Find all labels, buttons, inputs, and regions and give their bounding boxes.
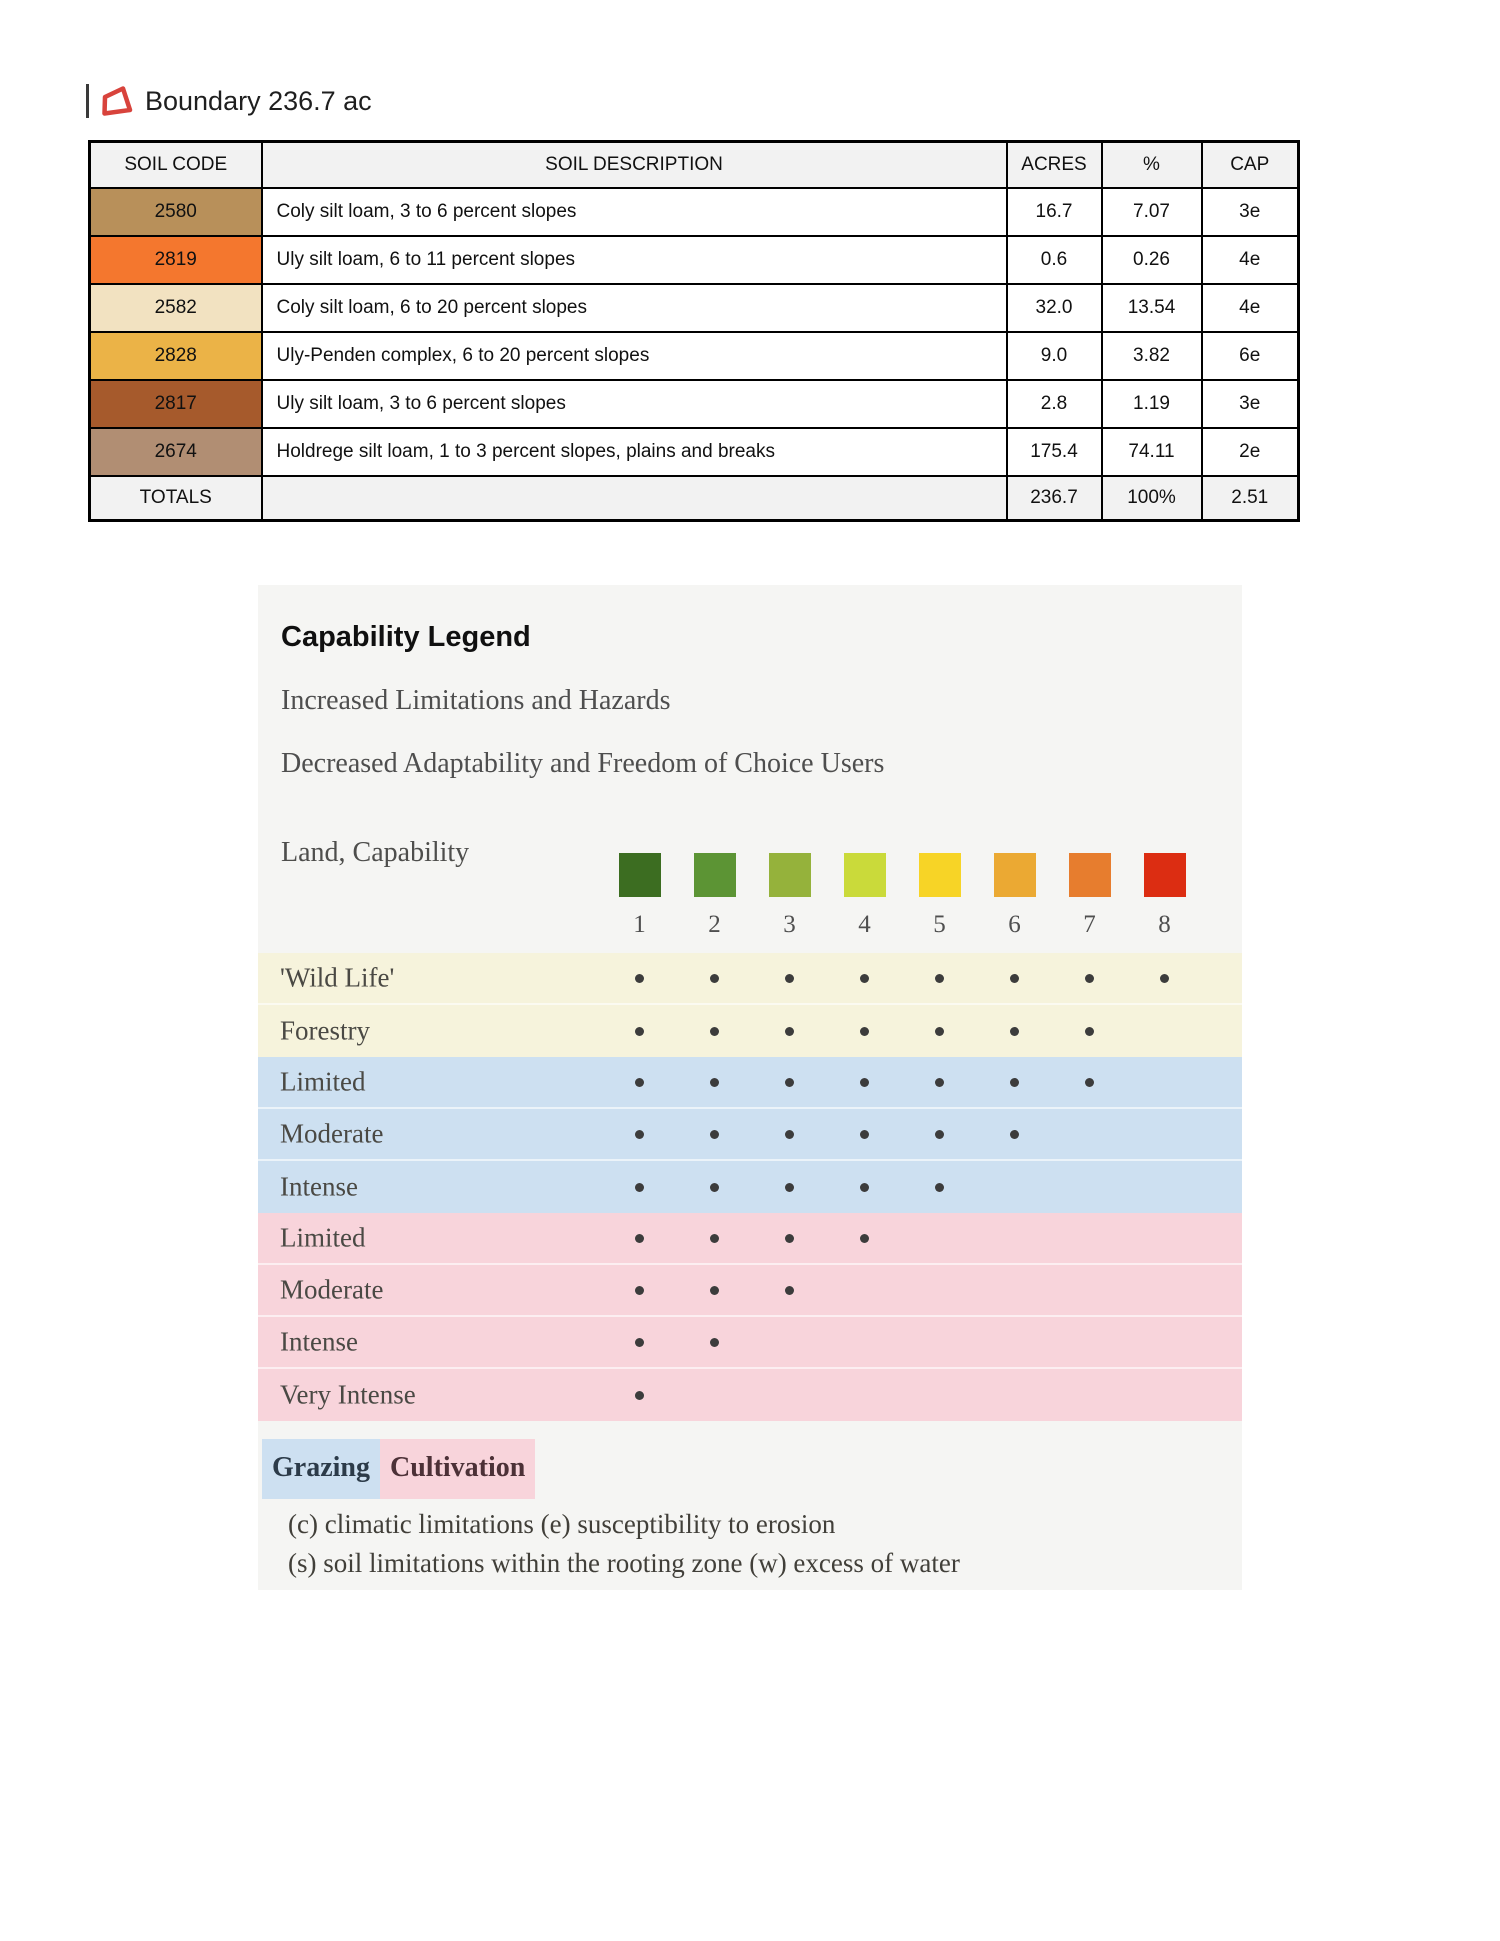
- column-header: CAP: [1202, 142, 1299, 189]
- dot-cell: [902, 1130, 977, 1139]
- capability-legend-panel: [258, 585, 1242, 1590]
- capability-class-swatch: [994, 853, 1036, 897]
- column-header: %: [1102, 142, 1202, 189]
- capability-dot: [785, 1027, 794, 1036]
- capability-dots: [602, 1369, 677, 1421]
- totals-cap-cell: 2.51: [1202, 476, 1299, 521]
- capability-class-number: 6: [1008, 911, 1021, 938]
- totals-percent-cell: 100%: [1102, 476, 1202, 521]
- soil-code-cell: 2819: [90, 236, 262, 284]
- legend-footer-keys: [262, 1439, 535, 1499]
- capability-dot: [635, 1391, 644, 1400]
- dot-cell: [827, 1130, 902, 1139]
- dot-cell: [977, 1027, 1052, 1036]
- capability-dot: [935, 1130, 944, 1139]
- capability-dots: [602, 1265, 827, 1315]
- totals-label-cell: TOTALS: [90, 476, 262, 521]
- dot-cell: [752, 1286, 827, 1295]
- capability-dot: [935, 974, 944, 983]
- dot-cell: [602, 1234, 677, 1243]
- dot-cell: [677, 1286, 752, 1295]
- capability-dot: [635, 1078, 644, 1087]
- soil-row: [90, 428, 1299, 476]
- percent-cell: 0.26: [1102, 236, 1202, 284]
- capability-dot: [1085, 1027, 1094, 1036]
- capability-dot: [1010, 1027, 1019, 1036]
- capability-class-number: 8: [1158, 911, 1171, 938]
- capability-dot: [710, 1338, 719, 1347]
- capability-dot: [785, 1130, 794, 1139]
- capability-band-grazing: [258, 1057, 1242, 1213]
- swatch-cell: [827, 853, 902, 897]
- dot-cell: [752, 1183, 827, 1192]
- legend-title: Capability Legend: [281, 621, 531, 653]
- dot-cell: [602, 1130, 677, 1139]
- dot-cell: [677, 1130, 752, 1139]
- dot-cell: [1052, 1078, 1127, 1087]
- capability-band-cultivation: [258, 1213, 1242, 1421]
- swatch-cell: [1127, 853, 1202, 897]
- capability-dot: [785, 1183, 794, 1192]
- dot-cell: [752, 1078, 827, 1087]
- dot-cell: [902, 1078, 977, 1087]
- dot-cell: [827, 974, 902, 983]
- dot-cell: [677, 1234, 752, 1243]
- dot-cell: [752, 1130, 827, 1139]
- capability-row-label: Limited: [280, 1066, 366, 1097]
- capability-class-swatch: [769, 853, 811, 897]
- swatch-cell: [602, 853, 677, 897]
- soil-code-cell: 2817: [90, 380, 262, 428]
- soil-row: [90, 236, 1299, 284]
- soil-row: [90, 332, 1299, 380]
- dot-cell: [677, 974, 752, 983]
- capability-class-swatch: [694, 853, 736, 897]
- capability-dot: [635, 1183, 644, 1192]
- acres-cell: 175.4: [1007, 428, 1102, 476]
- dot-cell: [752, 1027, 827, 1036]
- capability-row-label: Very Intense: [280, 1379, 416, 1410]
- soil-row: [90, 284, 1299, 332]
- capability-dot: [785, 1286, 794, 1295]
- swatch-cell: [977, 853, 1052, 897]
- dot-cell: [977, 974, 1052, 983]
- capability-row-label: Moderate: [280, 1118, 384, 1149]
- capability-dot: [635, 1130, 644, 1139]
- capability-row: [258, 1109, 1242, 1161]
- capability-class-swatch: [1144, 853, 1186, 897]
- capability-row-label: Forestry: [280, 1015, 370, 1046]
- capability-dot: [785, 974, 794, 983]
- dot-cell: [827, 1234, 902, 1243]
- soil-header-row: [90, 142, 1299, 189]
- capability-class-swatch: [919, 853, 961, 897]
- capability-row: [258, 1317, 1242, 1369]
- capability-class-number: 4: [858, 911, 871, 938]
- capability-dots: [602, 1213, 902, 1263]
- capability-dot: [785, 1078, 794, 1087]
- capability-dot: [935, 1183, 944, 1192]
- capability-dots: [602, 1317, 752, 1367]
- dot-cell: [977, 1078, 1052, 1087]
- dot-cell: [827, 1183, 902, 1192]
- dot-cell: [677, 1183, 752, 1192]
- totals-acres-cell: 236.7: [1007, 476, 1102, 521]
- capability-dots: [602, 1005, 1127, 1057]
- dot-cell: [602, 974, 677, 983]
- boundary-polygon-icon: [98, 85, 135, 118]
- capability-matrix: [258, 953, 1242, 1421]
- dot-cell: [677, 1338, 752, 1347]
- dot-cell: [902, 1027, 977, 1036]
- capability-row-label: Intense: [280, 1326, 358, 1357]
- dot-cell: [602, 1027, 677, 1036]
- capability-row: [258, 1161, 1242, 1213]
- capability-row: [258, 1005, 1242, 1057]
- column-header: SOIL DESCRIPTION: [262, 142, 1007, 189]
- cap-cell: 2e: [1202, 428, 1299, 476]
- capability-class-swatch: [619, 853, 661, 897]
- acres-cell: 2.8: [1007, 380, 1102, 428]
- footnote-line: (c) climatic limitations (e) susceptibility to erosion: [288, 1509, 836, 1539]
- capability-dot: [710, 974, 719, 983]
- capability-row: [258, 1213, 1242, 1265]
- dot-cell: [677, 1078, 752, 1087]
- soil-description-cell: Coly silt loam, 3 to 6 percent slopes: [262, 188, 1007, 236]
- capability-dot: [1010, 1130, 1019, 1139]
- capability-class-number: 1: [633, 911, 646, 938]
- capability-class-number: 3: [783, 911, 796, 938]
- capability-row-label: Moderate: [280, 1274, 384, 1305]
- soil-description-cell: Uly silt loam, 3 to 6 percent slopes: [262, 380, 1007, 428]
- dot-cell: [602, 1286, 677, 1295]
- capability-row: [258, 953, 1242, 1005]
- capability-dot: [635, 1027, 644, 1036]
- capability-class-swatch: [1069, 853, 1111, 897]
- soil-table: [88, 140, 1300, 522]
- capability-dot: [635, 1234, 644, 1243]
- capability-dots: [602, 953, 1202, 1003]
- soil-table-body: [90, 188, 1299, 521]
- percent-cell: 1.19: [1102, 380, 1202, 428]
- totals-empty-cell: [262, 476, 1007, 521]
- capability-class-swatch: [844, 853, 886, 897]
- capability-dot: [710, 1234, 719, 1243]
- capability-row-label: 'Wild Life': [280, 962, 395, 993]
- soil-table-header: [90, 142, 1299, 189]
- dot-cell: [827, 1078, 902, 1087]
- capability-dot: [860, 974, 869, 983]
- capability-dot: [935, 1078, 944, 1087]
- dot-cell: [1052, 974, 1127, 983]
- capability-dot: [1010, 1078, 1019, 1087]
- acres-cell: 16.7: [1007, 188, 1102, 236]
- capability-class-swatches: [602, 853, 1202, 897]
- capability-dot: [1085, 1078, 1094, 1087]
- swatch-cell: [677, 853, 752, 897]
- capability-dot: [785, 1234, 794, 1243]
- swatch-cell: [1052, 853, 1127, 897]
- dot-cell: [827, 1027, 902, 1036]
- acres-cell: 0.6: [1007, 236, 1102, 284]
- capability-row-label: Intense: [280, 1171, 358, 1202]
- capability-dot: [1160, 974, 1169, 983]
- grazing-key-chip: Grazing: [262, 1439, 380, 1499]
- cultivation-key-chip: Cultivation: [380, 1439, 535, 1499]
- dot-cell: [902, 974, 977, 983]
- dot-cell: [1052, 1027, 1127, 1036]
- percent-cell: 7.07: [1102, 188, 1202, 236]
- soil-description-cell: Uly-Penden complex, 6 to 20 percent slopes: [262, 332, 1007, 380]
- legend-subtitle-limitations: Increased Limitations and Hazards: [281, 685, 671, 716]
- capability-dots: [602, 1161, 977, 1213]
- cap-cell: 4e: [1202, 284, 1299, 332]
- footnote-line: (s) soil limitations within the rooting zone (w) excess of water: [288, 1548, 960, 1578]
- cap-cell: 6e: [1202, 332, 1299, 380]
- dot-cell: [902, 1183, 977, 1192]
- capability-row: [258, 1369, 1242, 1421]
- acres-cell: 32.0: [1007, 284, 1102, 332]
- soil-description-cell: Coly silt loam, 6 to 20 percent slopes: [262, 284, 1007, 332]
- capability-dot: [860, 1078, 869, 1087]
- dot-cell: [602, 1338, 677, 1347]
- cap-cell: 3e: [1202, 188, 1299, 236]
- capability-dot: [635, 1286, 644, 1295]
- capability-dot: [860, 1183, 869, 1192]
- dot-cell: [602, 1078, 677, 1087]
- capability-dot: [635, 1338, 644, 1347]
- column-header: ACRES: [1007, 142, 1102, 189]
- cap-cell: 4e: [1202, 236, 1299, 284]
- capability-dot: [935, 1027, 944, 1036]
- capability-dot: [1085, 974, 1094, 983]
- capability-dot: [710, 1027, 719, 1036]
- capability-class-number: 7: [1083, 911, 1096, 938]
- capability-class-number: 5: [933, 911, 946, 938]
- capability-row: [258, 1265, 1242, 1317]
- percent-cell: 3.82: [1102, 332, 1202, 380]
- soil-description-cell: Uly silt loam, 6 to 11 percent slopes: [262, 236, 1007, 284]
- header-divider-bar: [86, 84, 89, 118]
- boundary-title: Boundary 236.7 ac: [145, 85, 372, 116]
- dot-cell: [602, 1183, 677, 1192]
- capability-row-label: Limited: [280, 1222, 366, 1253]
- capability-row: [258, 1057, 1242, 1109]
- column-header: SOIL CODE: [90, 142, 262, 189]
- capability-dots: [602, 1109, 1052, 1159]
- soil-description-cell: Holdrege silt loam, 1 to 3 percent slopes, plains and breaks: [262, 428, 1007, 476]
- dot-cell: [677, 1027, 752, 1036]
- capability-dot: [710, 1078, 719, 1087]
- soil-code-cell: 2582: [90, 284, 262, 332]
- capability-dot: [1010, 974, 1019, 983]
- totals-row: [90, 476, 1299, 521]
- dot-cell: [977, 1130, 1052, 1139]
- soil-row: [90, 380, 1299, 428]
- soil-row: [90, 188, 1299, 236]
- dot-cell: [752, 1234, 827, 1243]
- swatch-cell: [752, 853, 827, 897]
- soil-code-cell: 2674: [90, 428, 262, 476]
- cap-cell: 3e: [1202, 380, 1299, 428]
- capability-dot: [860, 1234, 869, 1243]
- capability-dot: [860, 1027, 869, 1036]
- swatch-cell: [902, 853, 977, 897]
- capability-band-wildlife-forestry: [258, 953, 1242, 1057]
- capability-dot: [860, 1130, 869, 1139]
- dot-cell: [602, 1391, 677, 1400]
- soil-code-cell: 2828: [90, 332, 262, 380]
- soil-code-cell: 2580: [90, 188, 262, 236]
- dot-cell: [1127, 974, 1202, 983]
- capability-dot: [710, 1286, 719, 1295]
- acres-cell: 9.0: [1007, 332, 1102, 380]
- capability-class-numbers: [602, 911, 1202, 939]
- capability-dot: [635, 974, 644, 983]
- capability-dots: [602, 1057, 1127, 1107]
- land-capability-label: Land, Capability: [281, 837, 470, 868]
- dot-cell: [752, 974, 827, 983]
- capability-dot: [710, 1130, 719, 1139]
- percent-cell: 74.11: [1102, 428, 1202, 476]
- capability-dot: [710, 1183, 719, 1192]
- percent-cell: 13.54: [1102, 284, 1202, 332]
- capability-class-number: 2: [708, 911, 721, 938]
- legend-subtitle-adaptability: Decreased Adaptability and Freedom of Choice Users: [281, 748, 885, 779]
- boundary-header: [86, 84, 372, 118]
